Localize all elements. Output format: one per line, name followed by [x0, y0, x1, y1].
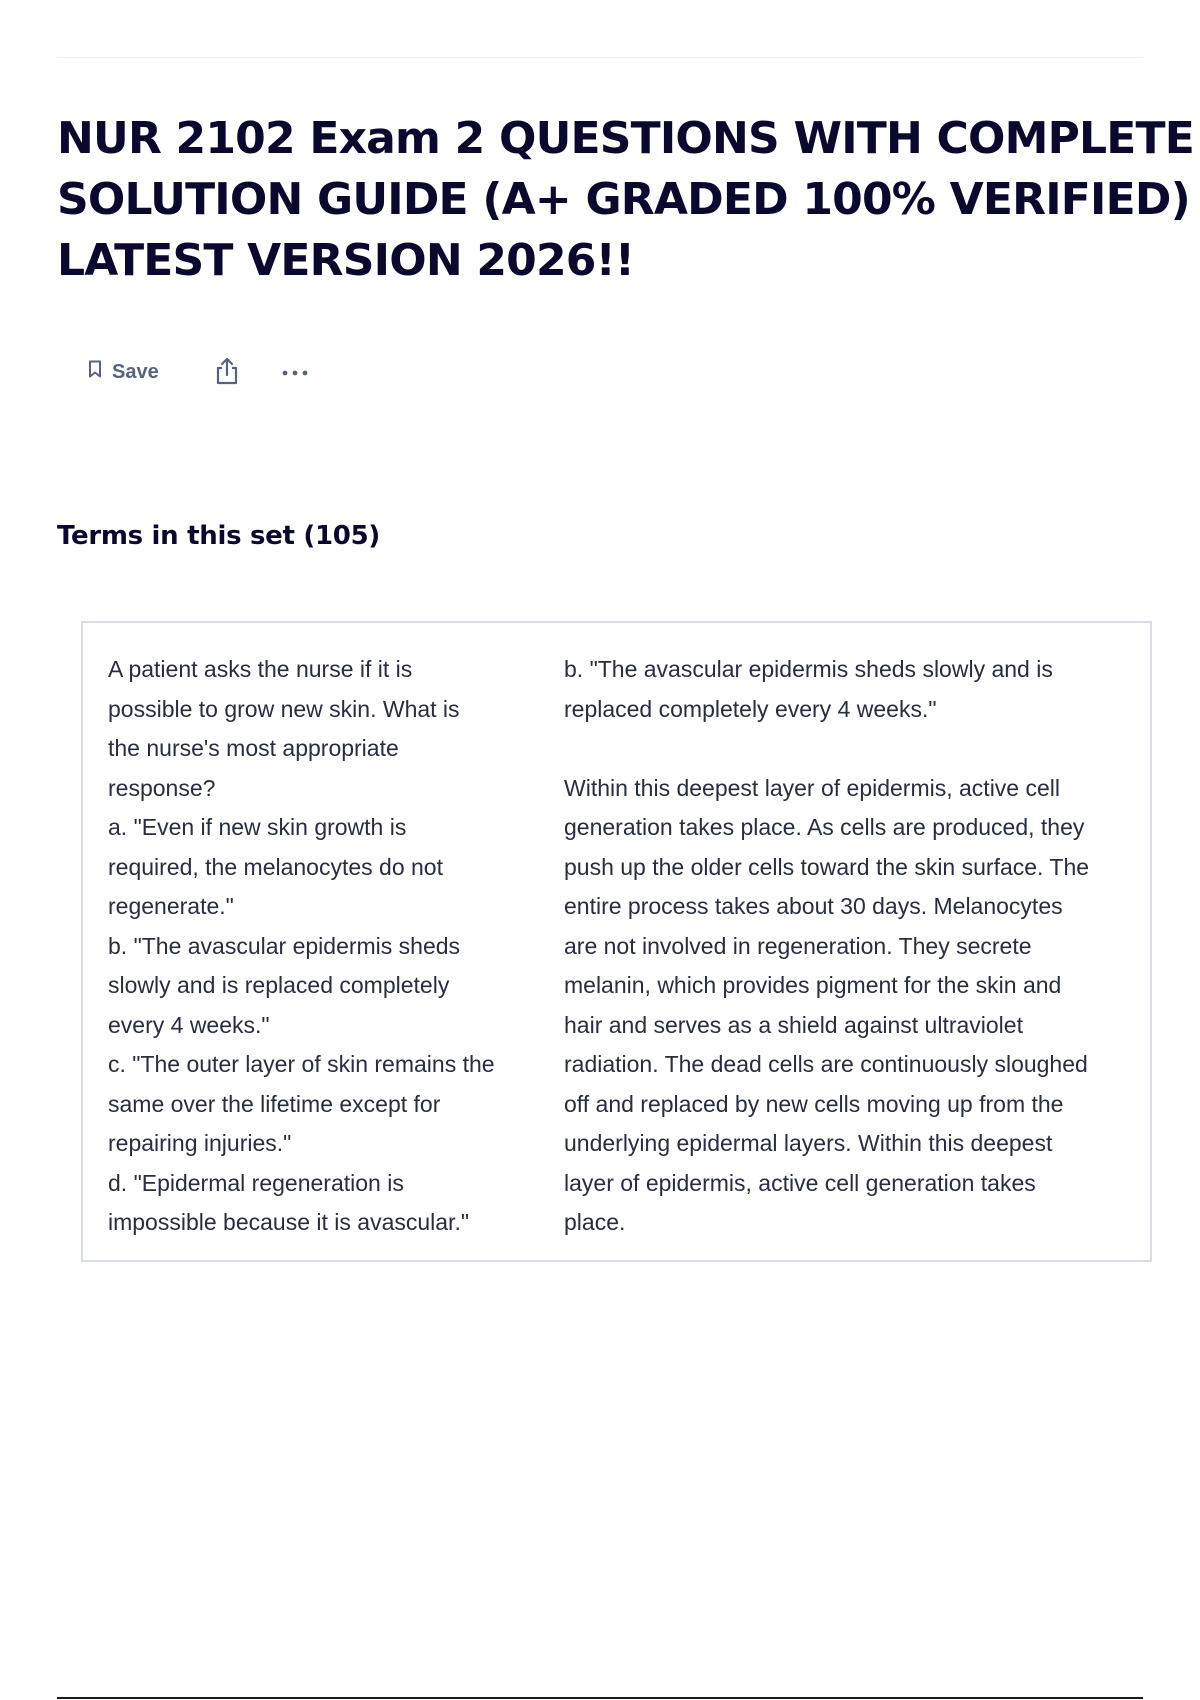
- question-line: repairing injuries.": [108, 1130, 292, 1156]
- page-title-line: LATEST VERSION 2026!!: [57, 235, 635, 286]
- set-actions-toolbar: [78, 352, 319, 392]
- save-label: Save: [112, 360, 159, 383]
- question-line: A patient asks the nurse if it is: [108, 656, 413, 682]
- question-line: a. "Even if new skin growth is: [108, 814, 407, 840]
- rationale-line: Within this deepest layer of epidermis, active cell: [564, 774, 1060, 801]
- bookmark-icon: [88, 360, 102, 384]
- question-line: required, the melanocytes do not: [108, 853, 443, 880]
- question-line: the nurse's most appropriate: [108, 735, 399, 761]
- rationale-line: generation takes place. As cells are produced, they: [564, 814, 1085, 840]
- terms-count-heading: Terms in this set (105): [57, 521, 380, 551]
- save-button[interactable]: [78, 352, 169, 392]
- share-icon: [214, 357, 240, 388]
- term-card: [81, 621, 1152, 1262]
- question-line: slowly and is replaced completely: [108, 972, 450, 998]
- rationale-line: underlying epidermal layers. Within this deepest: [564, 1130, 1053, 1156]
- bottom-divider: [57, 1697, 1143, 1699]
- question-line: possible to grow new skin. What is: [108, 695, 460, 722]
- rationale-line: layer of epidermis, active cell generation takes: [564, 1169, 1036, 1196]
- question-line: every 4 weeks.": [108, 1011, 270, 1038]
- page-title-line: SOLUTION GUIDE (A+ GRADED 100% VERIFIED): [57, 174, 1190, 225]
- rationale-line: are not involved in regeneration. They secrete: [564, 932, 1032, 959]
- question-line: c. "The outer layer of skin remains the: [108, 1051, 495, 1077]
- rationale-line: hair and serves as a shield against ultraviolet: [564, 1011, 1023, 1038]
- rationale-line: push up the older cells toward the skin surface. The: [564, 853, 1090, 880]
- rationale-line: off and replaced by new cells moving up from the: [564, 1090, 1064, 1117]
- question-line: response?: [108, 774, 216, 801]
- term-question: [108, 650, 538, 1243]
- question-line: d. "Epidermal regeneration is: [108, 1169, 404, 1196]
- question-line: impossible because it is avascular.": [108, 1209, 470, 1235]
- rationale-line: radiation. The dead cells are continuously sloughed: [564, 1051, 1088, 1077]
- share-button[interactable]: [203, 352, 251, 392]
- answer-line: replaced completely every 4 weeks.": [564, 695, 937, 722]
- paragraph-gap: [564, 729, 1139, 769]
- rationale-line: place.: [564, 1209, 626, 1235]
- question-line: same over the lifetime except for: [108, 1090, 441, 1117]
- top-divider: [57, 57, 1143, 58]
- term-definition: [564, 650, 1139, 1243]
- rationale-line: melanin, which provides pigment for the skin and: [564, 972, 1062, 998]
- answer-line: b. "The avascular epidermis sheds slowly and is: [564, 656, 1053, 682]
- rationale-line: entire process takes about 30 days. Melanocytes: [564, 893, 1063, 919]
- question-line: regenerate.": [108, 893, 234, 919]
- page-title: [57, 108, 1195, 291]
- page-title-line: NUR 2102 Exam 2 QUESTIONS WITH COMPLETE: [57, 113, 1195, 164]
- more-options-button[interactable]: [271, 352, 319, 392]
- question-line: b. "The avascular epidermis sheds: [108, 932, 461, 959]
- more-horizontal-icon: [281, 365, 309, 380]
